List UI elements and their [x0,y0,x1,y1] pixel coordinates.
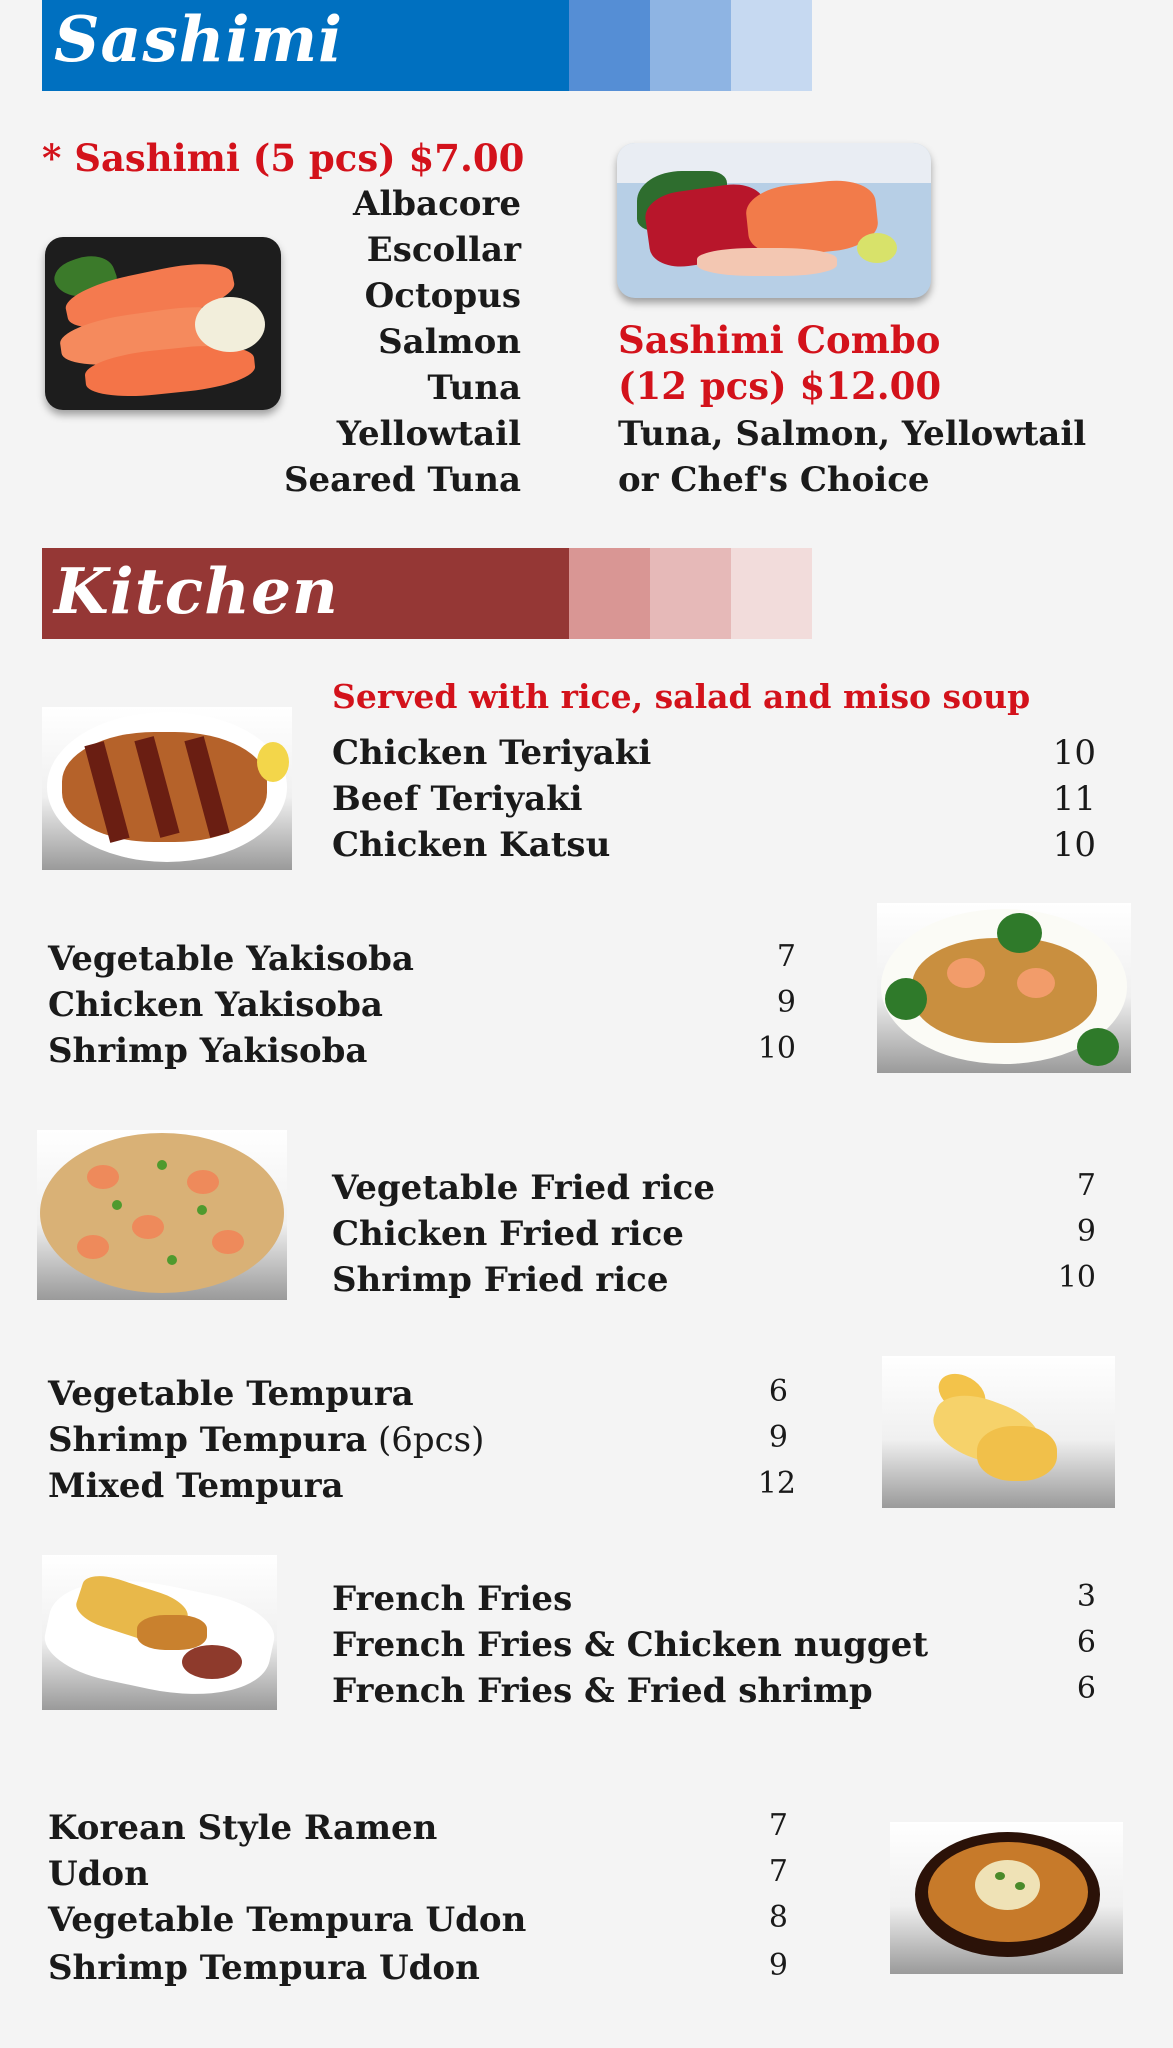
menu-item-name: Chicken Fried rice [332,1214,684,1254]
menu-item-price: 11 [1052,779,1096,819]
sashimi-item: Yellowtail [336,414,521,454]
menu-item-price: 6 [768,1374,788,1409]
menu-item-name: Vegetable Fried rice [332,1168,715,1208]
menu-item-price: 10 [1052,733,1096,773]
kitchen-banner [42,548,822,639]
menu-item-name: Shrimp Tempura Udon [48,1948,480,1988]
menu-item-price: 6 [1076,1671,1096,1706]
menu-item-price: 7 [776,939,796,974]
menu-item-price: 6 [1076,1625,1096,1660]
menu-item-name: Chicken Katsu [332,825,611,865]
menu-item-price: 10 [757,1031,796,1066]
menu-item [48,1420,485,1460]
menu-item-name: Beef Teriyaki [332,779,583,819]
sashimi-combo-price: (12 pcs) $12.00 [618,364,942,408]
menu-item-name: Shrimp Yakisoba [48,1031,368,1071]
menu-item-note: (6pcs) [367,1420,485,1460]
menu-item-name: Chicken Yakisoba [48,985,383,1025]
kitchen-section-title: Kitchen [54,554,339,628]
menu-item-name: French Fries [332,1579,573,1619]
menu-item-name: Udon [48,1854,149,1894]
sashimi-combo-description: or Chef's Choice [618,460,930,500]
menu-item-name: Shrimp Fried rice [332,1260,669,1300]
french-fries-photo [42,1555,277,1710]
sashimi-banner [42,0,822,91]
menu-item-price: 7 [768,1808,788,1843]
menu-item-price: 7 [768,1854,788,1889]
served-with-note: Served with rice, salad and miso soup [332,677,1031,716]
menu-item-price: 10 [1057,1260,1096,1295]
sashimi-combo-heading: Sashimi Combo [618,318,941,362]
menu-item-price: 7 [1076,1168,1096,1203]
menu-item-price: 8 [768,1900,788,1935]
shrimp-fried-rice-photo [37,1130,287,1300]
menu-item-price: 9 [776,985,796,1020]
sashimi-single-heading: * Sashimi (5 pcs) $7.00 [42,136,525,180]
menu-item-price: 9 [768,1948,788,1983]
menu-item-name: Vegetable Tempura Udon [48,1900,527,1940]
menu-item-name: Vegetable Tempura [48,1374,414,1414]
menu-item-name: French Fries & Fried shrimp [332,1671,873,1711]
menu-item-name: Chicken Teriyaki [332,733,652,773]
sashimi-item: Salmon [378,322,521,362]
sashimi-item: Escollar [366,230,521,270]
menu-item-price: 10 [1052,825,1096,865]
menu-item-name: Korean Style Ramen [48,1808,438,1848]
menu-item-name: Mixed Tempura [48,1466,344,1506]
sashimi-item: Albacore [352,184,521,224]
menu-item-price: 12 [757,1466,796,1501]
menu-item-name: Shrimp Tempura [48,1420,368,1460]
sashimi-item: Seared Tuna [283,460,521,500]
shrimp-yakisoba-photo [877,903,1131,1073]
tempura-photo [882,1356,1115,1508]
sashimi-combo-photo [617,143,931,298]
menu-item-name: French Fries & Chicken nugget [332,1625,929,1665]
chicken-katsu-photo [42,707,292,870]
sashimi-combo-description: Tuna, Salmon, Yellowtail [618,414,1087,454]
menu-item-name: Vegetable Yakisoba [48,939,414,979]
sashimi-item: Tuna [427,368,521,408]
sashimi-section-title: Sashimi [54,2,344,76]
sashimi-item: Octopus [364,276,521,316]
menu-item-price: 9 [768,1420,788,1455]
menu-item-price: 9 [1076,1214,1096,1249]
salmon-sashimi-photo [45,237,281,410]
menu-item-price: 3 [1076,1579,1096,1614]
udon-bowl-photo [890,1822,1123,1974]
